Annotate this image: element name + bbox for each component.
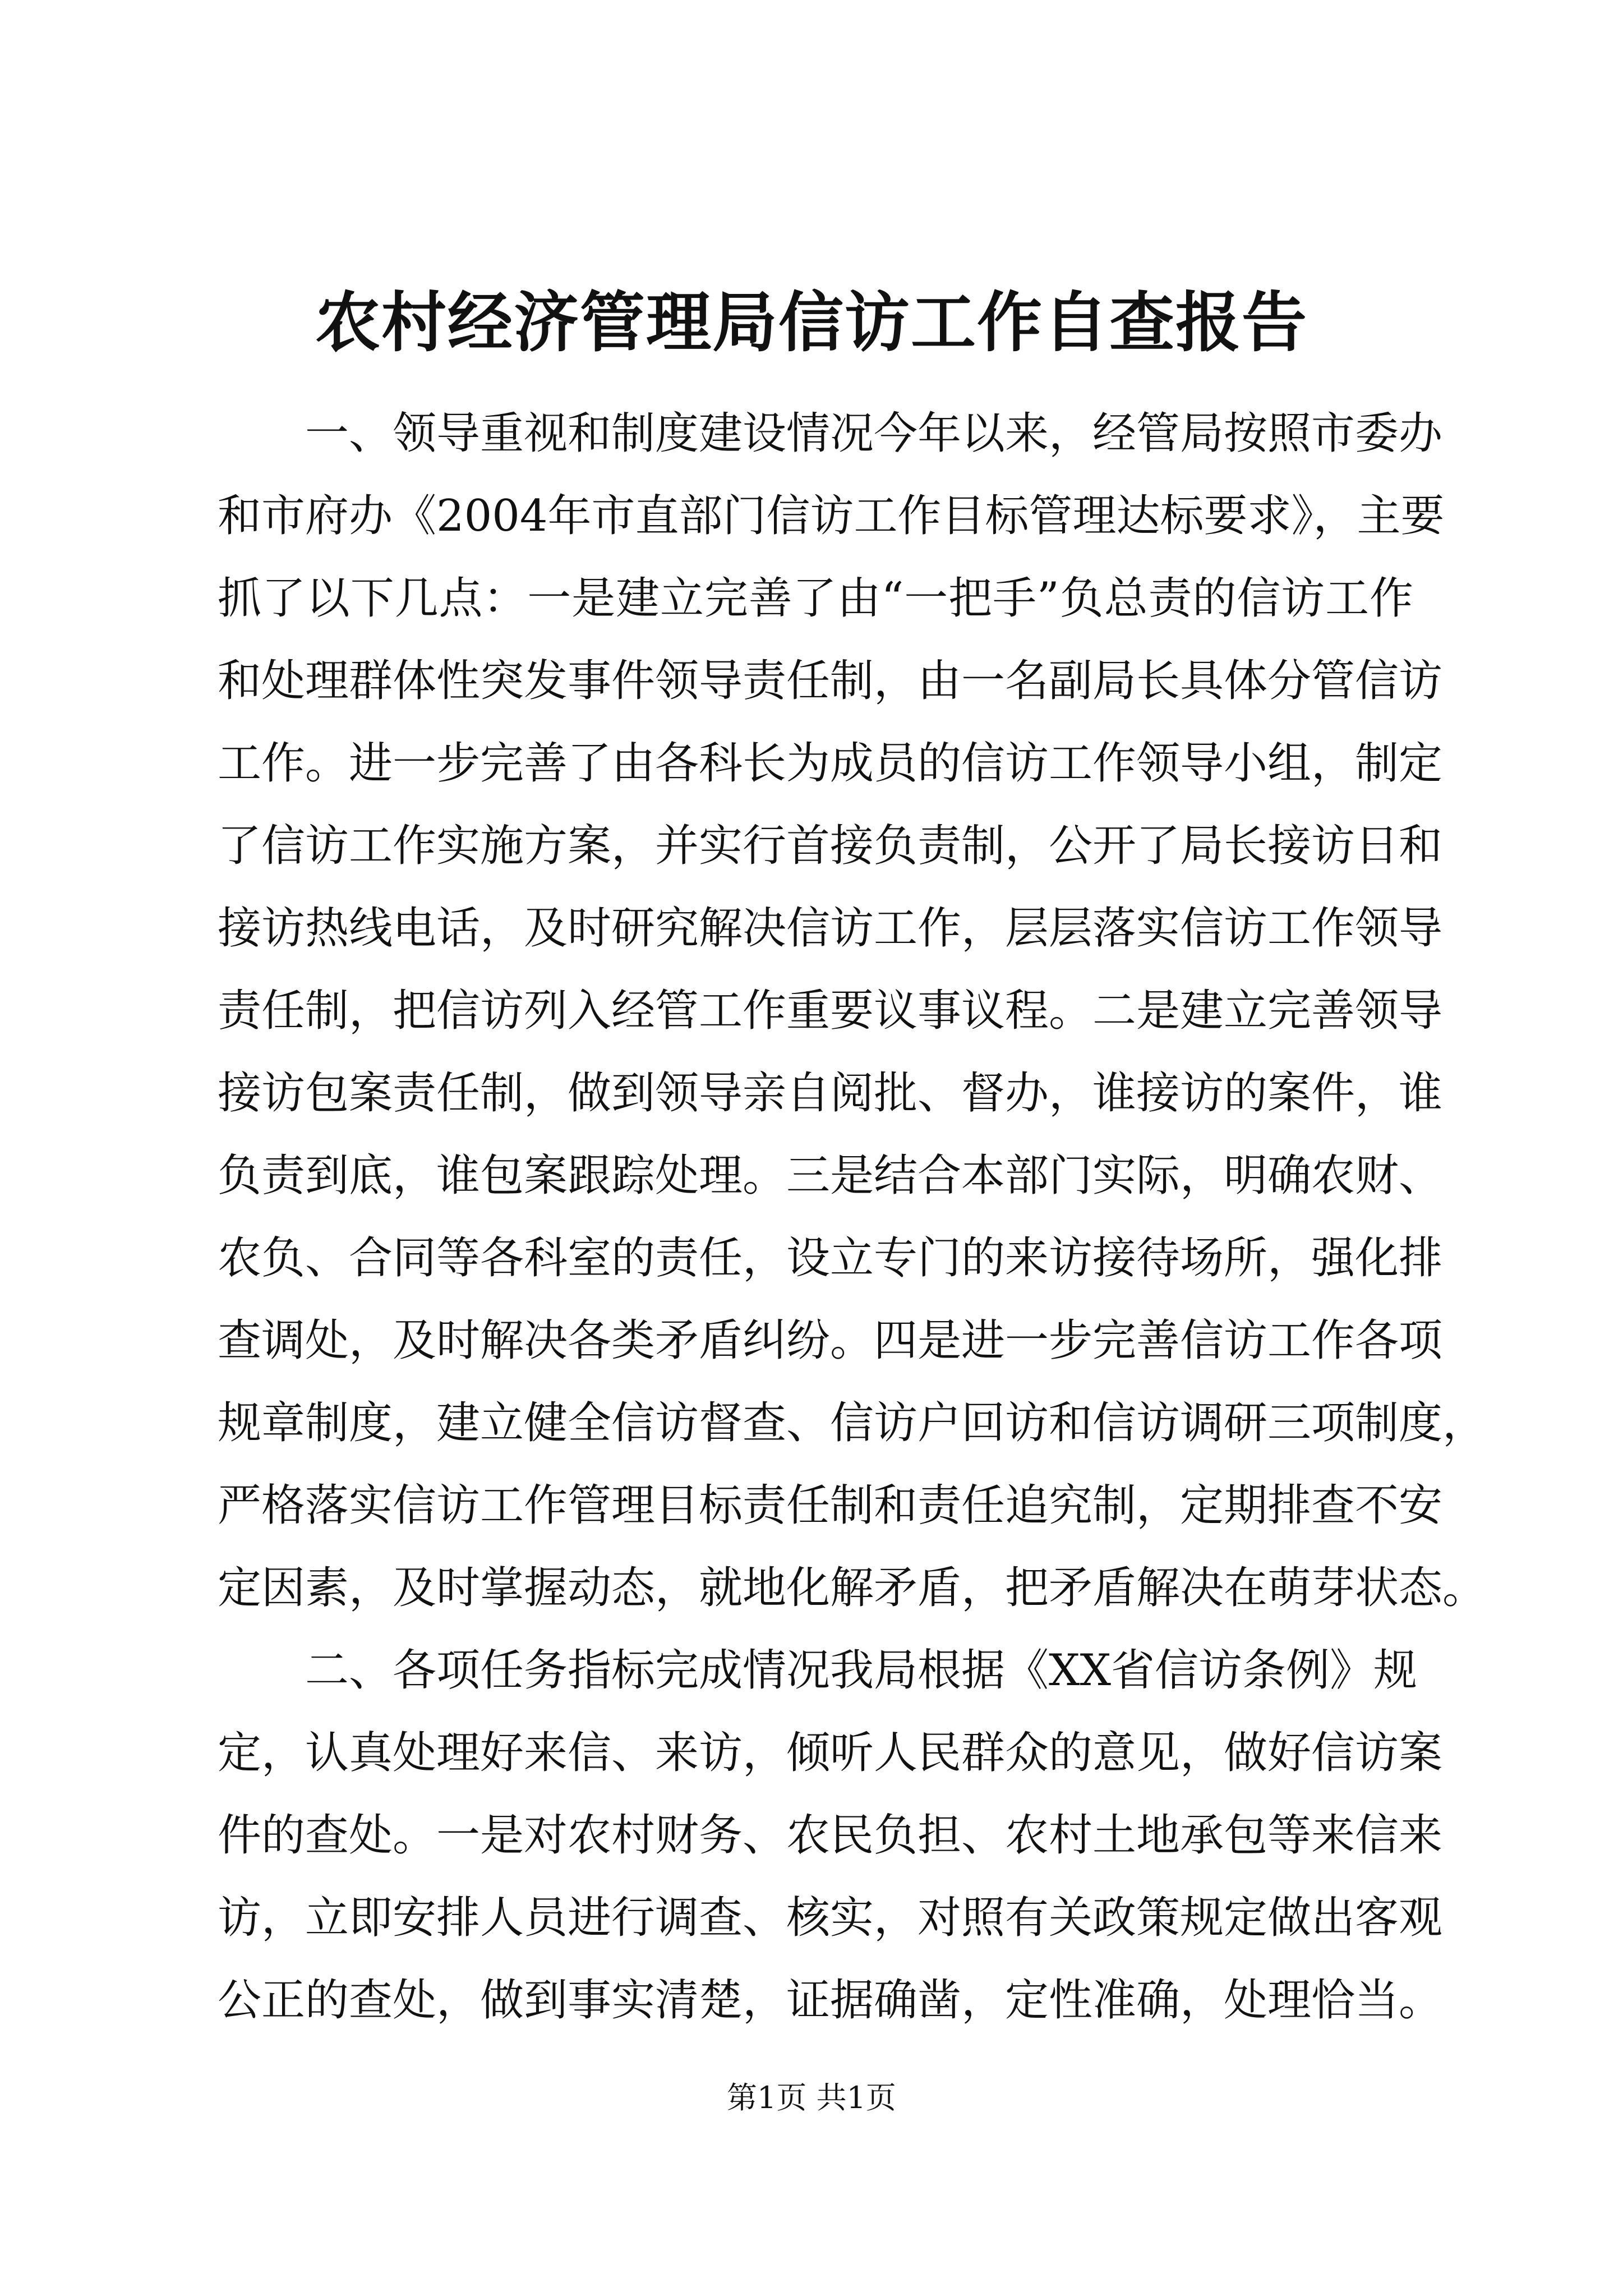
text-line: 和市府办《2004年市直部门信访工作目标管理达标要求》，主要 (218, 491, 1445, 541)
paragraph-leadership (218, 393, 1487, 1630)
text-line: 定，认真处理好来信、来访，倾听人民群众的意见，做好信访案 (218, 1728, 1443, 1778)
text-line: 工作。进一步完善了由各科长为成员的信访工作领导小组，制定 (218, 738, 1443, 789)
text-line: 访，立即安排人员进行调查、核实，对照有关政策规定做出客观 (218, 1893, 1443, 1943)
text-line: 二、各项任务指标完成情况我局根据《XX省信访条例》规 (218, 1645, 1418, 1696)
text-line: 接访包案责任制，做到领导亲自阅批、督办，谁接访的案件，谁 (218, 1068, 1443, 1119)
text-line: 责任制，把信访列入经管工作重要议事议程。二是建立完善领导 (218, 986, 1443, 1036)
text-line: 接访热线电话，及时研究解决信访工作，层层落实信访工作领导 (218, 903, 1443, 954)
text-line: 负责到底，谁包案跟踪处理。三是结合本部门实际，明确农财、 (218, 1151, 1443, 1201)
text-line: 公正的查处，做到事实清楚，证据确凿，定性准确，处理恰当。 (218, 1975, 1443, 2026)
text-line: 定因素，及时掌握动态，就地化解矛盾，把矛盾解决在萌芽状态。 (218, 1563, 1487, 1613)
page-footer: 第1页 共1页 (727, 2080, 896, 2115)
text-line: 一、领导重视和制度建设情况今年以来，经管局按照市委办 (218, 408, 1443, 459)
document-body (218, 393, 1487, 2042)
text-line: 和处理群体性突发事件领导责任制，由一名副局长具体分管信访 (218, 656, 1443, 706)
text-line: 农负、合同等各科室的责任，设立专门的来访接待场所，强化排 (218, 1233, 1443, 1283)
paragraph-task-completion (218, 1630, 1443, 2042)
document-title: 农村经济管理局信访工作自查报告 (315, 284, 1308, 361)
text-line: 了信访工作实施方案，并实行首接负责制，公开了局长接访日和 (218, 821, 1443, 871)
text-line: 查调处，及时解决各类矛盾纠纷。四是进一步完善信访工作各项 (218, 1315, 1443, 1366)
text-line: 抓了以下几点：一是建立完善了由“一把手”负总责的信访工作 (218, 573, 1413, 624)
text-line: 件的查处。一是对农村财务、农民负担、农村土地承包等来信来 (218, 1810, 1443, 1861)
text-line: 规章制度，建立健全信访督查、信访户回访和信访调研三项制度， (218, 1398, 1487, 1448)
text-line: 严格落实信访工作管理目标责任制和责任追究制，定期排查不安 (218, 1480, 1443, 1531)
